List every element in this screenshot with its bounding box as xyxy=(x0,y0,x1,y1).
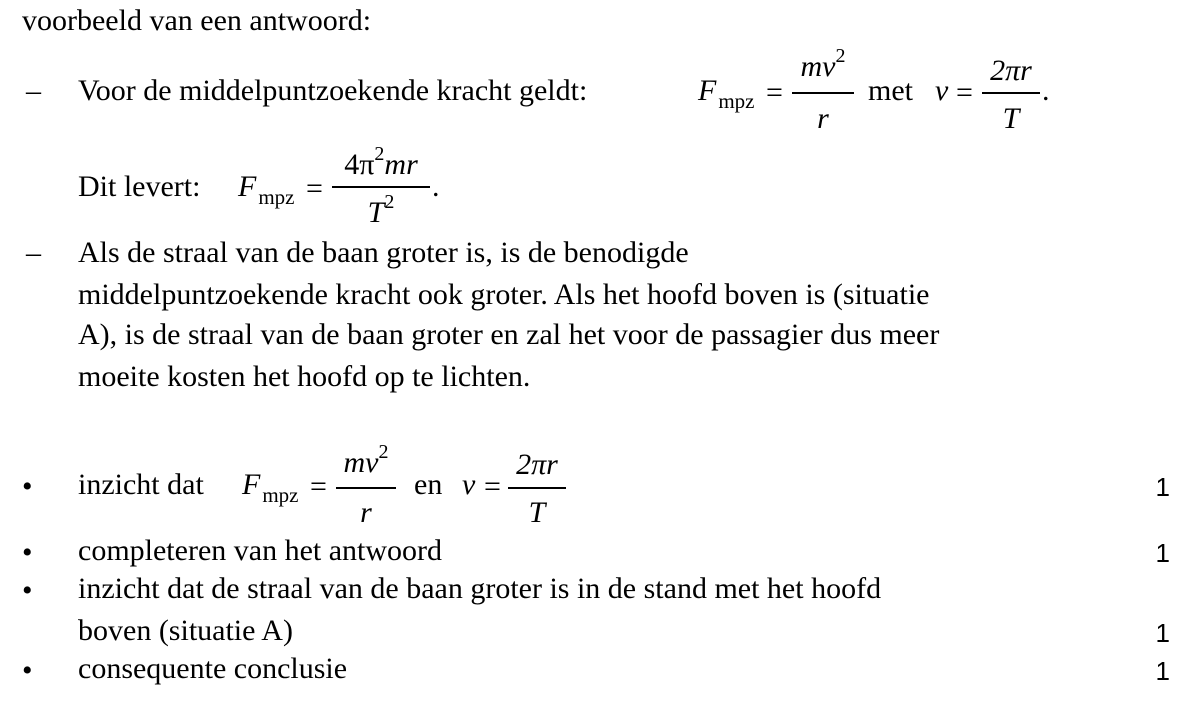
fraction-4pi2mr-over-T2: $4\pi^2mr$ $T^2$ xyxy=(332,140,430,230)
scoring-bullet: • xyxy=(22,574,33,607)
subscript-mpz: mpz xyxy=(718,89,755,113)
period: . xyxy=(1042,74,1050,107)
answer-line: A), is de straal van de baan groter en zal het voor de passagier dus meer xyxy=(78,318,940,351)
fraction-mv2-over-r: $mv^2$ r xyxy=(792,42,854,142)
scoring-line: inzicht dat de straal van de baan groter is in de stand met het hoofd xyxy=(78,572,882,605)
scoring-text-2: completeren van het antwoord xyxy=(78,534,443,567)
word-en: en xyxy=(414,468,443,501)
scoring-bullet: • xyxy=(22,654,33,687)
equals-sign: = xyxy=(766,76,783,109)
period: . xyxy=(432,170,440,203)
formula-v: v xyxy=(462,468,476,501)
word-met: met xyxy=(868,74,913,107)
equals-sign: = xyxy=(956,76,973,109)
intro-text: voorbeeld van een antwoord: xyxy=(22,4,372,37)
scoring-text-4: consequente conclusie xyxy=(78,652,348,685)
scoring-line: boven (situatie A) xyxy=(78,614,293,647)
answer-text-1b: Dit levert: xyxy=(78,170,201,203)
formula-F: $F_{mpz}$ xyxy=(242,468,299,507)
answer-line: middelpuntzoekende kracht ook groter. Als het hoofd boven is (situatie xyxy=(78,278,930,311)
equals-sign: = xyxy=(310,470,327,503)
equals-sign: = xyxy=(484,470,501,503)
scoring-text-1: inzicht dat xyxy=(78,468,204,501)
equals-sign: = xyxy=(306,172,323,205)
answer-text-1: Voor de middelpuntzoekende kracht geldt: xyxy=(78,74,588,107)
fraction-2pir-over-T: 2πr T xyxy=(982,42,1040,142)
score-value: 1 xyxy=(1155,538,1170,568)
fraction-mv2-over-r: $mv^2$ r xyxy=(336,438,396,538)
score-value: 1 xyxy=(1155,472,1170,502)
score-value: 1 xyxy=(1155,618,1170,648)
subscript-mpz: mpz xyxy=(262,483,299,507)
formula-F: $F_{mpz}$ xyxy=(698,74,755,113)
answer-dash-2: – xyxy=(26,236,41,269)
scoring-bullet: • xyxy=(22,536,33,569)
fraction-2pir-over-T: 2πr T xyxy=(508,438,566,538)
answer-line: Als de straal van de baan groter is, is de benodigde xyxy=(78,236,689,269)
answer-dash-1: – xyxy=(26,74,41,107)
scoring-bullet: • xyxy=(22,470,33,503)
answer-line: moeite kosten het hoofd op te lichten. xyxy=(78,360,531,393)
formula-v: v xyxy=(935,74,949,107)
score-value: 1 xyxy=(1155,656,1170,686)
subscript-mpz: mpz xyxy=(258,185,295,209)
formula-F: $F_{mpz}$ xyxy=(238,170,295,209)
